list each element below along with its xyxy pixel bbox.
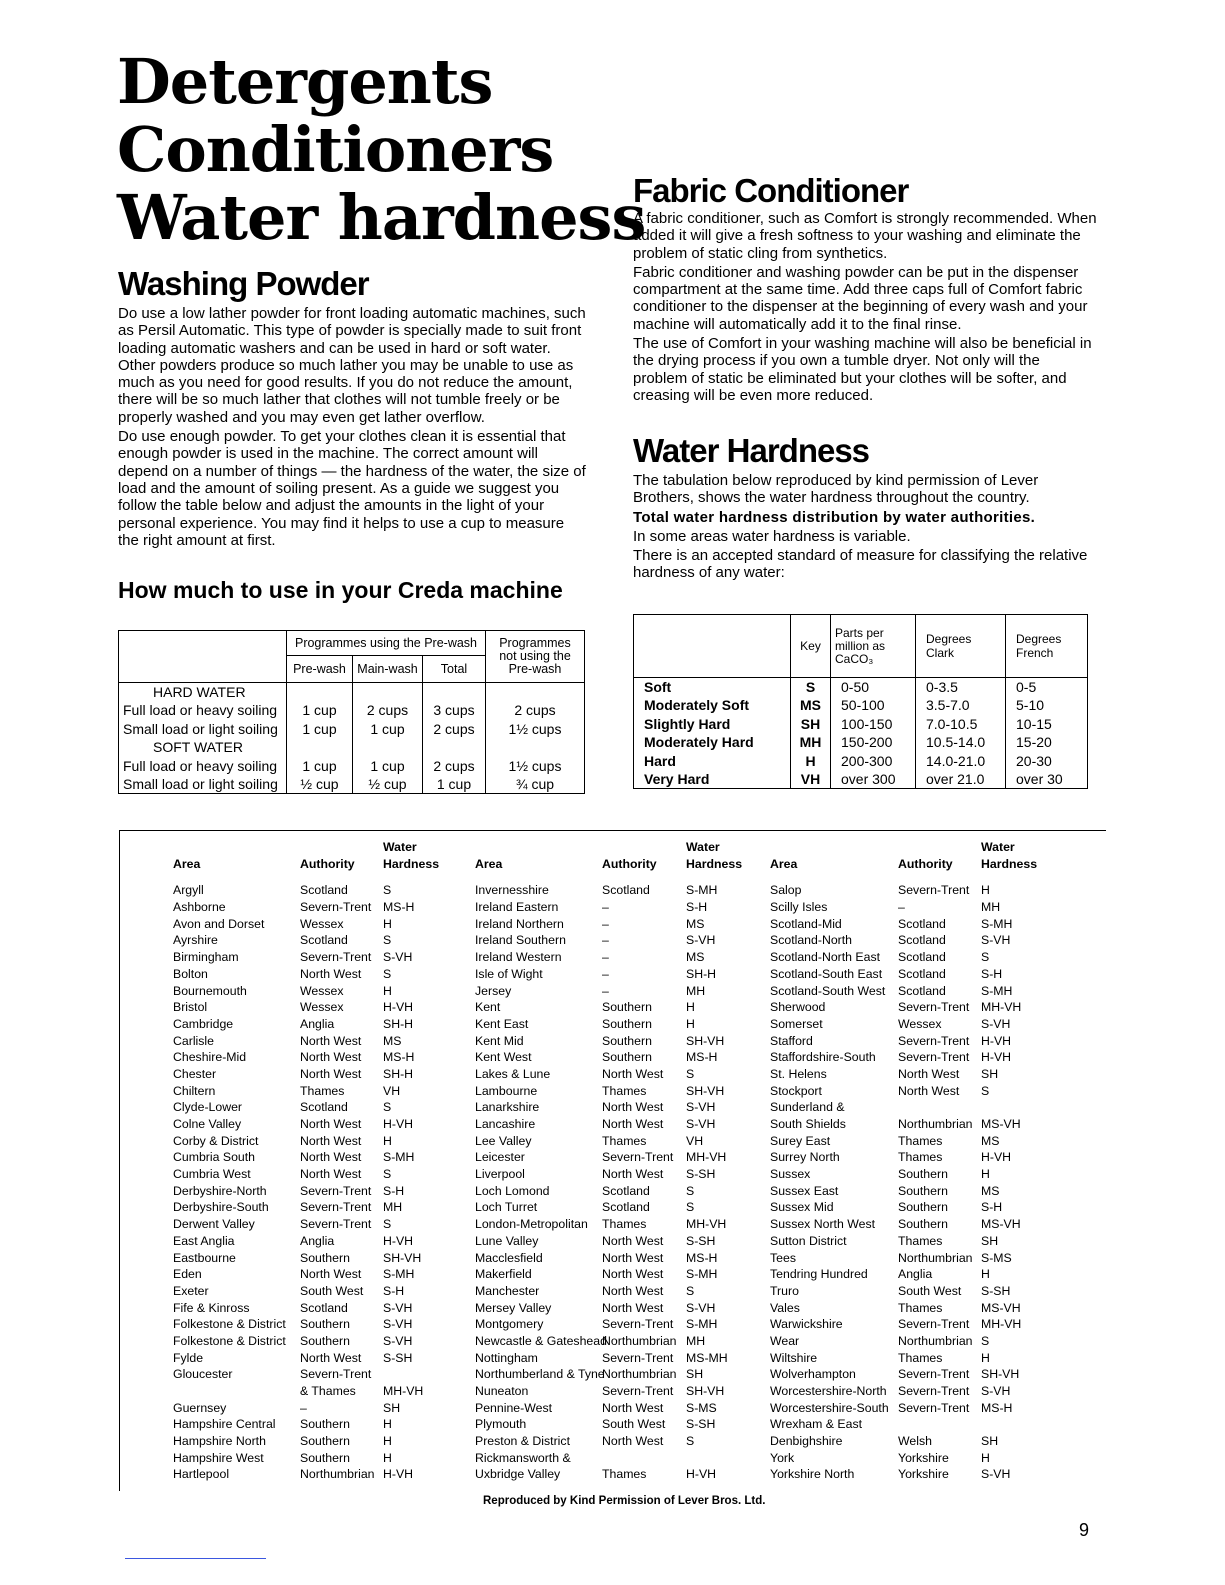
title-conditioners: Conditioners (117, 113, 554, 186)
table-row: Small load or light soiling 1 cup 1 cup 2 cups 1½ cups (119, 720, 585, 739)
fabric-para2: Fabric conditioner and washing powder can be put in the dispenser compartment at the same time. Add three caps full of Comfort fabric conditioner to the dispenser at the beginning of every wash and your machine will automatically add it to the final rinse. (633, 263, 1088, 333)
fabric-conditioner-heading: Fabric Conditioner (633, 172, 909, 209)
col-header-prewash: Pre-wash (287, 656, 353, 683)
header-hardness: Hardness (981, 856, 1038, 871)
fabric-para1: A fabric conditioner, such as Comfort is strongly recommended. When added it will give a fresh softness to your washing and eliminate the problem of static cling from synthetics. (633, 210, 1097, 262)
table-row: Small load or light soiling ½ cup ½ cup 1 cup ¾ cup (119, 775, 585, 794)
header-authority: Authority (898, 856, 953, 871)
fabric-conditioner-text (633, 210, 1098, 404)
table-row: Hard H 200-300 14.0-21.0 20-30 (634, 752, 1088, 771)
page-title-block (117, 45, 646, 254)
washing-powder-text (118, 305, 586, 549)
washing-powder-para1: Do use a low lather powder for front loading automatic machines, such as Persil Automatic. This type of powder is specially made to suit front loading automatic washers and can be used in hard or soft water. Other powders produce so much lather you may be unable to use as much as you need for good results. If you do not reduce the amount, there will be so much lather that clothes will not tumble freely or be properly washed and you may even get lather overflow. (118, 305, 586, 426)
scale-header-ppm: Parts per million as CaCO₃ (831, 615, 916, 678)
header-area: Area (770, 856, 798, 871)
table-row: SOFT WATER (119, 738, 585, 757)
col-header-mainwash: Main-wash (353, 656, 423, 683)
table-row: Full load or heavy soiling 1 cup 1 cup 2 cups 1½ cups (119, 757, 585, 776)
water-hardness-heading: Water Hardness (633, 432, 870, 469)
water-hardness-para2: In some areas water hardness is variable. (633, 527, 911, 545)
water-hardness-para3: There is an accepted standard of measure for classifying the relative hardness of any water: (633, 547, 1088, 582)
how-much-heading: How much to use in your Creda machine (118, 577, 563, 603)
header-area: Area (475, 856, 503, 871)
footnote: Reproduced by Kind Permission of Lever Bros. Ltd. (483, 1495, 766, 1507)
scale-header-key: Key (791, 615, 831, 678)
header-area: Area (173, 856, 201, 871)
page-number: 9 (1079, 1520, 1090, 1540)
col-header-not-prewash: Programmes not using the Pre-wash (499, 636, 571, 676)
table-row: Slightly Hard SH 100-150 7.0-10.5 10-15 (634, 715, 1088, 734)
header-water: Water (981, 840, 1015, 854)
powder-table (118, 630, 585, 794)
footer-rule (125, 1558, 266, 1559)
header-hardness: Hardness (383, 856, 440, 871)
washing-powder-heading: Washing Powder (118, 265, 369, 302)
header-authority: Authority (602, 856, 657, 871)
header-hardness: Hardness (686, 856, 743, 871)
group-header: Programmes using the Pre-wash (287, 631, 486, 656)
fabric-para3: The use of Comfort in your washing machine will also be beneficial in the drying process if you own a tumble dryer. Not only will the problem of static be eliminated but your clothes will be softer, and creasing will be even more reduced. (633, 335, 1092, 404)
header-water: Water (686, 840, 720, 854)
water-hardness-para-bold: Total water hardness distribution by water authorities. (633, 508, 1036, 526)
table-row: Moderately Soft MS 50-100 3.5-7.0 5-10 (634, 696, 1088, 715)
table-row: Full load or heavy soiling 1 cup 2 cups 3 cups 2 cups (119, 701, 585, 720)
table-row: Soft S 0-50 0-3.5 0-5 (634, 678, 1088, 697)
table-row: Moderately Hard MH 150-200 10.5-14.0 15-20 (634, 733, 1088, 752)
col-header-total: Total (423, 656, 486, 683)
header-water: Water (383, 840, 417, 854)
hardness-scale-table (633, 614, 1088, 789)
table-row: Very Hard VH over 300 over 21.0 over 30 (634, 770, 1088, 789)
water-hardness-para1: The tabulation below reproduced by kind permission of Lever Brothers, shows the water hardness throughout the country. (633, 472, 1039, 507)
title-detergents: Detergents (117, 45, 493, 118)
header-authority: Authority (300, 856, 355, 871)
washing-powder-para2: Do use enough powder. To get your clothes clean it is essential that enough powder is used in the machine. The correct amount will depend on a number of things — the hardness of the water, the size of load and the amount of soiling present. As a guide we suggest you follow the table below and adjust the amounts in the light of your personal experience. You may find it helps to use a cup to measure the right amount at first. (118, 428, 586, 549)
authorities-table: Water Area Authority Hardness Argyll Scotland S Ashborne Severn-Trent MS-H Avon and Dorset Wessex H Ayrshire Scotland S Birmingham Severn-Trent S-VH Bolton North West S Bournemouth Wessex H Bristol Wessex H-VH Cambridge Anglia SH-H Carlisle North West MS Cheshire-Mid North West MS-H Chester North West SH-H Chiltern Thames VH Clyde-Lower Scotland S Colne Valley North West H-VH Corby & District North West H Cumbria South North West S-MH Cumbria West North West S Derbyshire-North Severn-Trent S-H Derbyshire-South Severn-Trent MH Derwent Valley Severn-Trent S East Anglia Anglia H-VH Eastbourne Southern SH-VH Eden North West S-MH Exeter South West S-H Fife & Kinross Scotland S-VH Folkestone & District Southern S-VH Folkestone & District Southern S-VH Fylde North West S-SH Gloucester Severn-Trent & Thames MH-VH Guernsey – SH Hampshire Central Southern H Hampshire North Southern H Hampshire West Southern H Hartlepool Northumbrian H-VH Water Area Authority Hardness Invernesshire Scotland S-MH Ireland Eastern – S-H Ireland Northern – MS Ireland Southern – S-VH Ireland Western – MS Isle of Wight – SH-H Jersey – MH Kent Southern H Kent East Southern H Kent Mid Southern SH-VH Kent West Southern MS-H Lakes & Lune North West S Lambourne Thames SH-VH Lanarkshire North West S-VH Lancashire North West S-VH Lee Valley Thames VH Leicester Severn-Trent MH-VH Liverpool North West S-SH Loch Lomond Scotland S Loch Turret Scotland S London-Metropolitan Thames MH-VH Lune Valley North West S-SH Macclesfield North West MS-H Makerfield North West S-MH Manchester North West S Mersey Valley North West S-VH Montgomery Severn-Trent S-MH Newcastle & Gateshead Northumbrian MH Nottingham Severn-Trent MS-MH Northumberland & Tyne Northumbrian SH Nuneaton Severn-Trent SH-VH Pennine-West North West S-MS Plymouth South West S-SH Preston & District North West S Rickmansworth & Uxbridge Valley Thames H-VH Water Area Authority Hardness Salop Severn-Trent H Scilly Isles – MH Scotland-Mid Scotland S-MH Scotland-North Scotland S-VH Scotland-North East Scotland S Scotland-South East Scotland S-H Scotland-South West Scotland S-MH Sherwood Severn-Trent MH-VH Somerset Wessex S-VH Stafford Severn-Trent H-VH Staffordshire-South Severn-Trent H-VH St. Helens North West SH Stockport North West S Sunderland & South Shields Northumbrian MS-VH Surey East Thames MS Surrey North Thames H-VH Sussex Southern H Sussex East Southern MS Sussex Mid Southern S-H Sussex North West Southern MS-VH Sutton District Thames SH Tees Northumbrian S-MS Tendring Hundred Anglia H Truro South West S-SH Vales Thames MS-VH Warwickshire Severn-Trent MH-VH Wear Northumbrian S Wiltshire Thames H Wolverhampton Severn-Trent SH-VH Worcestershire-North Severn-Trent S-VH Worcestershire-South Severn-Trent MS-H Wrexham & East Denbighshire Welsh SH York Yorkshire H Yorkshire North Yorkshire S-VH (119, 830, 1106, 1491)
title-water-hardness: Water hardness (117, 181, 646, 254)
water-hardness-text (633, 472, 1098, 582)
table-row: HARD WATER (119, 683, 585, 702)
scale-header-clark: Degrees Clark (916, 615, 1006, 678)
scale-header-french: Degrees French (1016, 632, 1062, 660)
